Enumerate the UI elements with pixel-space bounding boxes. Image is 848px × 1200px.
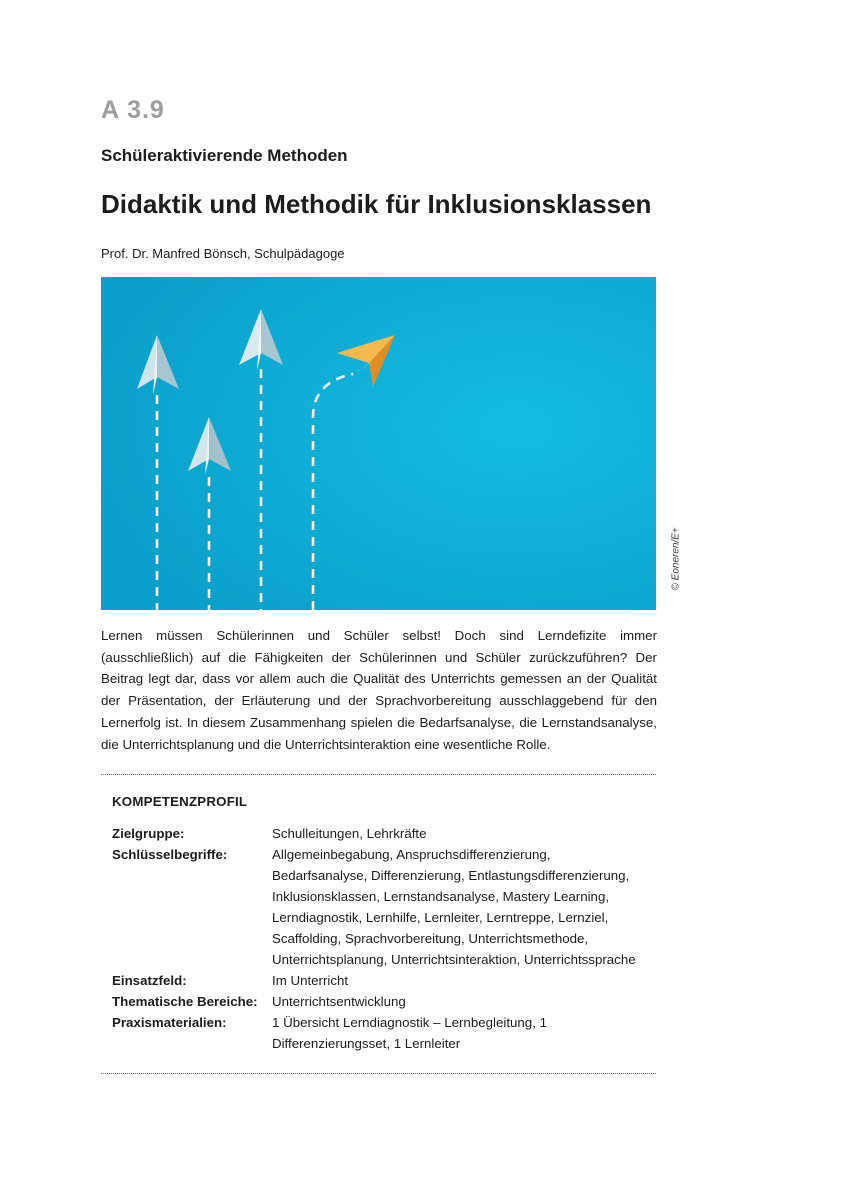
profile-row: [112, 823, 652, 844]
profile-value: Allgemeinbegabung, Anspruchsdifferenzierung, Bedarfsanalyse, Differenzierung, Entlastungsdifferenzierung, Inklusionsklassen, Lernstandsanalyse, Mastery Learning, Lerndiagnostik, Lernhilfe, Lernleiter, Lerntreppe, Lernziel, Scaffolding, Sprachvorbereitung, Unterrichtsmethode, Unterrichtsplanung, Unterrichtsinteraktion, Unterrichtssprache: [272, 847, 636, 967]
profile-label: Praxismaterialien:: [112, 1015, 227, 1030]
page-title: Didaktik und Methodik für Inklusionsklassen: [101, 189, 652, 219]
image-credit: © Eoneren/E+: [670, 527, 682, 591]
profile-label: Schlüsselbegriffe:: [112, 847, 228, 862]
divider-bottom: [101, 1073, 656, 1074]
abstract-paragraph: Lernen müssen Schülerinnen und Schüler selbst! Doch sind Lerndefizite immer (ausschließlich) auf die Fähigkeiten der Schülerinnen und Schüler zurückzuführen? Der Beitrag legt dar, dass vor allem auch die Qualität des Unterrichts gemessen an der Qualität der Präsentation, der Erläuterung und der Sprachvorbereitung ausschlaggebend für den Lernerfolg ist. In diesem Zusammenhang spielen die Bedarfsanalyse, die Lernstandsanalyse, die Unterrichtsplanung und die Unterrichtsinteraktion eine wesentliche Rolle.: [101, 628, 657, 752]
profile-value: Schulleitungen, Lehrkräfte: [272, 826, 427, 841]
profile-value: Im Unterricht: [272, 973, 349, 988]
section-code: A 3.9: [101, 96, 165, 124]
author-line: Prof. Dr. Manfred Bönsch, Schulpädagoge: [101, 246, 345, 261]
profile-row: [112, 970, 652, 991]
profile-label: Thematische Bereiche:: [112, 994, 258, 1009]
profile-row: [112, 1012, 652, 1054]
section-kicker: Schüleraktivierende Methoden: [101, 146, 348, 165]
profile-row: [112, 991, 652, 1012]
profile-value: 1 Übersicht Lerndiagnostik – Lernbegleitung, 1 Differenzierungsset, 1 Lernleiter: [272, 1015, 547, 1051]
profile-label: Einsatzfeld:: [112, 973, 187, 988]
profile-label: Zielgruppe:: [112, 826, 185, 841]
divider-top: [101, 774, 656, 775]
profile-row: [112, 844, 652, 970]
profile-value: Unterrichtsentwicklung: [272, 994, 406, 1009]
profile-heading: KOMPETENZPROFIL: [112, 794, 248, 809]
profile-table: [112, 823, 652, 1054]
hero-image: [101, 277, 656, 610]
